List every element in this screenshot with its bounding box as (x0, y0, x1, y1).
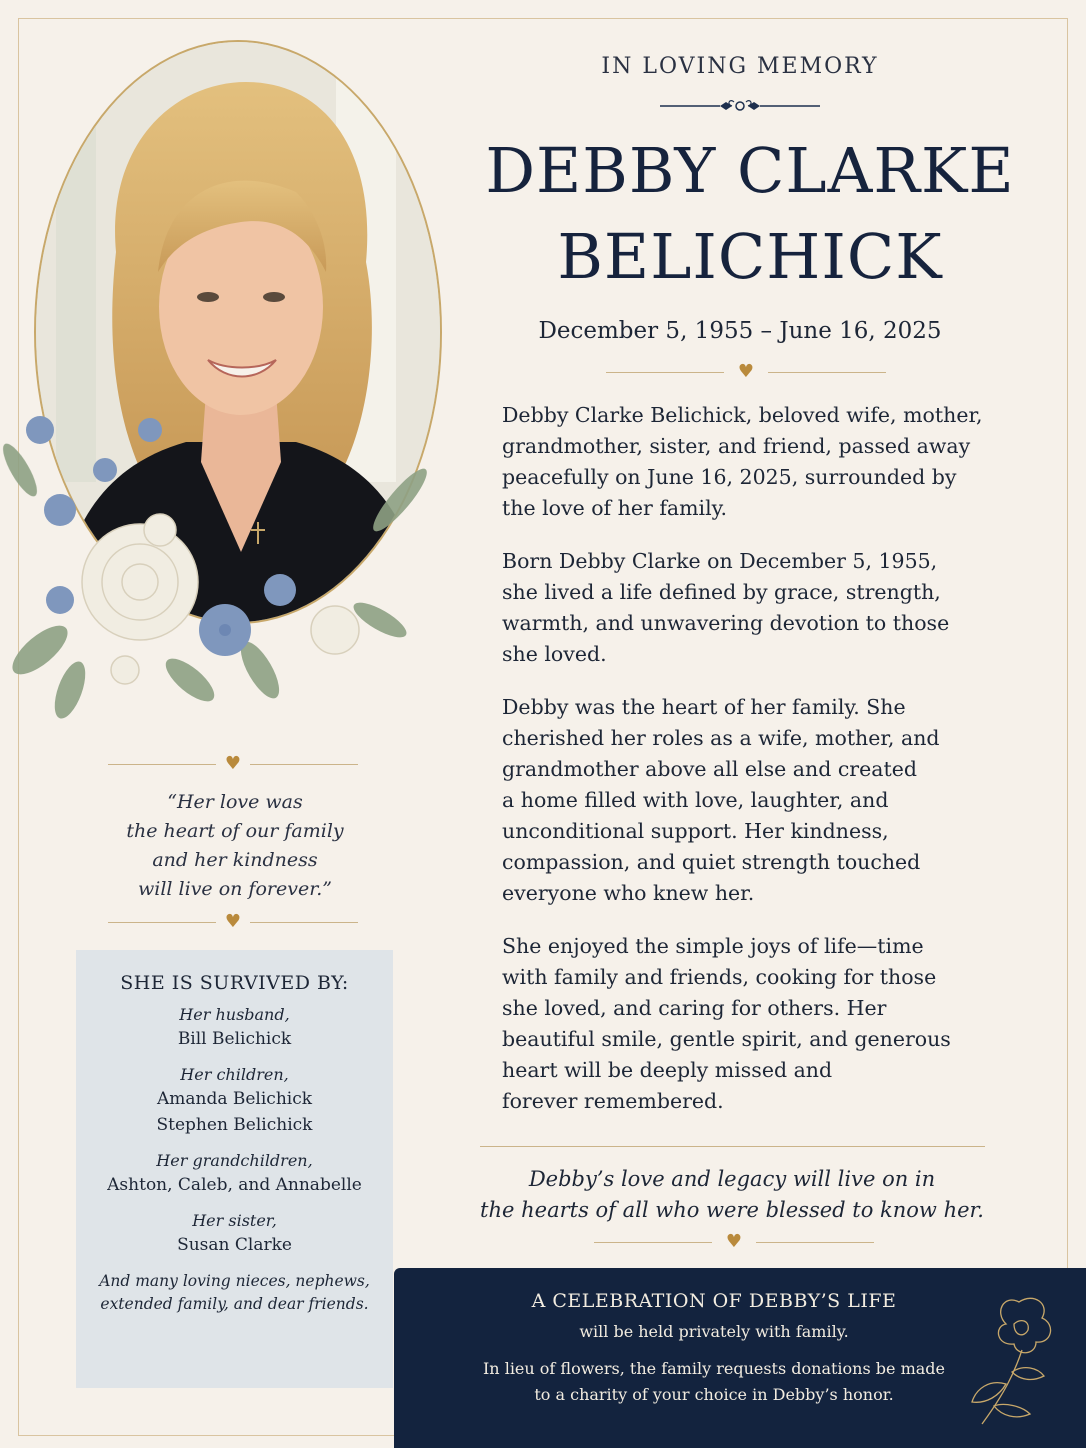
heart-icon: ♥ (725, 1231, 743, 1252)
quote-divider-top (108, 753, 358, 774)
survivor-name: Susan Clarke (177, 1235, 292, 1255)
memorial-quote: “Her love was the heart of our family and her kindness will live on forever.” (126, 791, 344, 900)
life-dates: December 5, 1955 – June 16, 2025 (538, 318, 942, 344)
survivor-group-sister (76, 1210, 393, 1258)
survivor-group-husband (76, 1004, 393, 1052)
survived-by-title: SHE IS SURVIVED BY: (120, 972, 349, 994)
quote-divider-bottom (108, 911, 358, 932)
survivor-group-children (76, 1064, 393, 1138)
survivor-group-grandchildren (76, 1150, 393, 1198)
obituary-text (502, 400, 1012, 1139)
survivor-name: Amanda Belichick (156, 1089, 313, 1109)
legacy-divider-line (480, 1146, 985, 1147)
celebration-subtitle: will be held privately with family. (579, 1322, 849, 1341)
dates-divider (606, 361, 886, 382)
survivor-relation: Her grandchildren, (156, 1151, 313, 1170)
survivor-name: Ashton, Caleb, and Annabelle (107, 1175, 362, 1195)
heart-icon: ♥ (224, 753, 242, 774)
survivor-relation: Her children, (180, 1065, 289, 1084)
heart-icon: ♥ (224, 911, 242, 932)
scroll-ornament-icon (660, 96, 820, 116)
donation-note: In lieu of flowers, the family requests donations be made to a charity of your choice in Debby’s honor. (482, 1359, 945, 1404)
survivor-relation: Her sister, (192, 1211, 277, 1230)
bio-paragraph: Born Debby Clarke on December 5, 1955, she lived a life defined by grace, strength, warmth, and unwavering devotion to those she loved. (502, 549, 950, 666)
deceased-name: DEBBY CLARKE BELICHICK (485, 134, 1015, 293)
floral-arrangement (0, 350, 460, 730)
bio-paragraph: She enjoyed the simple joys of life—time with family and friends, cooking for those she loved, and caring for others. Her beautiful smile, gentle spirit, and generous heart will be deeply missed and forever remembered. (502, 934, 951, 1113)
survived-by-extra: And many loving nieces, nephews, extended family, and dear friends. (99, 1272, 370, 1313)
celebration-title: A CELEBRATION OF DEBBY’S LIFE (531, 1290, 897, 1312)
bio-paragraph: Debby was the heart of her family. She cherished her roles as a wife, mother, and grandmother above all else and created a home filled with love, laughter, and unconditional support. Her kindness, compassion, and quiet strength touched everyone who knew her. (502, 695, 940, 905)
celebration-banner (394, 1268, 1086, 1448)
bio-paragraph: Debby Clarke Belichick, beloved wife, mother, grandmother, sister, and friend, passed away peacefully on June 16, 2025, surrounded by the love of her family. (502, 403, 983, 520)
survived-by-panel (76, 950, 393, 1388)
survivor-name: Stephen Belichick (156, 1115, 313, 1135)
heart-icon: ♥ (737, 361, 755, 382)
legacy-divider (594, 1231, 874, 1252)
legacy-statement: Debby’s love and legacy will live on in the hearts of all who were blessed to know her. (480, 1167, 984, 1222)
survivor-name: Bill Belichick (177, 1029, 292, 1049)
in-loving-memory-label: IN LOVING MEMORY (601, 54, 879, 79)
survivor-relation: Her husband, (179, 1005, 290, 1024)
line-flower-icon (964, 1284, 1064, 1434)
